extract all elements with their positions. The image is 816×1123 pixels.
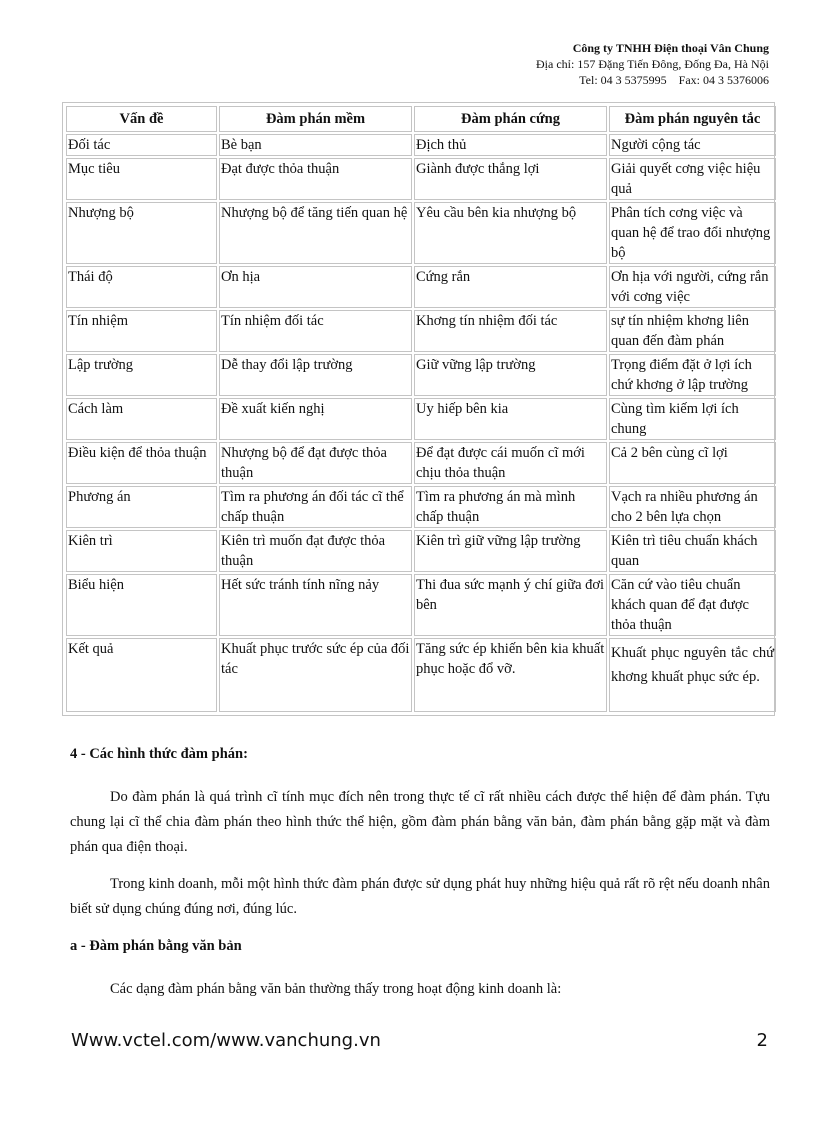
subsection-heading: a - Đàm phán bằng văn bản [70,938,242,954]
table-row [66,486,776,528]
table-cell: Ơn hịa [219,266,412,308]
table-row [66,158,776,200]
table-row [66,442,776,484]
table-cell: Nhượng bộ [66,202,217,264]
table-cell: Tín nhiệm [66,310,217,352]
table-row [66,134,776,156]
table-cell: Phân tích cơng việc và quan hệ để trao đổi nhượng bộ [609,202,776,264]
table-row [66,574,776,636]
table-cell: Tín nhiệm đối tác [219,310,412,352]
table-cell: Hết sức tránh tính nĩng nảy [219,574,412,636]
document-body [70,742,770,1014]
table-cell: Cách làm [66,398,217,440]
table-cell: Khuất phục trước sức ép của đối tác [219,638,412,712]
table-cell: Cả 2 bên cùng cĩ lợi [609,442,776,484]
page-number: 2 [756,1030,768,1051]
table-cell: Giải quyết cơng việc hiệu quả [609,158,776,200]
table-cell: Thái độ [66,266,217,308]
table-row [66,202,776,264]
table-cell: Căn cứ vào tiêu chuẩn khách quan để đạt được thỏa thuận [609,574,776,636]
table-cell: Điều kiện để thỏa thuận [66,442,217,484]
table-cell: Bè bạn [219,134,412,156]
table-cell: Nhượng bộ để đạt được thỏa thuận [219,442,412,484]
table-cell: Để đạt được cái muốn cĩ mới chịu thỏa thuận [414,442,607,484]
table-cell: Dễ thay đổi lập trường [219,354,412,396]
table-cell: sự tín nhiệm khơng liên quan đến đàm phán [609,310,776,352]
table-header-cell: Vấn đề [66,106,217,132]
table-cell: Kết quả [66,638,217,712]
table-cell: Kiên trì muốn đạt được thỏa thuận [219,530,412,572]
paragraph: Trong kinh doanh, mỗi một hình thức đàm phán được sử dụng phát huy những hiệu quả rất rõ rệt nếu doanh nhân biết sử dụng chúng đúng nơi, đúng lúc. [70,876,770,917]
table-row [66,530,776,572]
table-cell: Thi đua sức mạnh ý chí giữa đơi bên [414,574,607,636]
table-cell: Kiên trì giữ vững lập trường [414,530,607,572]
table-cell: Vạch ra nhiều phương án cho 2 bên lựa chọn [609,486,776,528]
company-contact: Tel: 04 3 5375995 Fax: 04 3 5376006 [579,73,769,87]
table-row [66,638,776,712]
footer-website: Www.vctel.com/www.vanchung.vn [71,1030,381,1051]
company-address: Địa chỉ: 157 Đặng Tiến Đông, Đống Đa, Hà Nội [536,57,769,71]
paragraph: Do đàm phán là quá trình cĩ tính mục đích nên trong thực tế cĩ rất nhiều cách được thể hiện để đàm phán. Tựu chung lại cĩ thể chia đàm phán theo hình thức thể hiện, gồm đàm phán bằng văn bản, đàm phán bằng gặp mặt và đàm phán qua điện thoại. [70,789,770,855]
table-cell: Tìm ra phương án đối tác cĩ thể chấp thuận [219,486,412,528]
table-row [66,266,776,308]
section-heading: 4 - Các hình thức đàm phán: [70,746,248,762]
table-row [66,310,776,352]
table-cell: Phương án [66,486,217,528]
letterhead [369,40,769,88]
table-cell: Kiên trì [66,530,217,572]
table-cell: Khuất phục nguyên tắc chứ khơng khuất phục sức ép. [609,638,776,712]
table-header-cell: Đàm phán mềm [219,106,412,132]
table-cell: Đạt được thỏa thuận [219,158,412,200]
table-cell: Giành được thắng lợi [414,158,607,200]
table-cell: Giữ vững lập trường [414,354,607,396]
table-cell: Yêu cầu bên kia nhượng bộ [414,202,607,264]
company-name: Công ty TNHH Điện thoại Vân Chung [572,41,769,55]
table-cell: Uy hiếp bên kia [414,398,607,440]
paragraph: Các dạng đàm phán bằng văn bản thường thấy trong hoạt động kinh doanh là: [110,981,562,997]
table-cell: Khơng tín nhiệm đối tác [414,310,607,352]
table-cell: Biểu hiện [66,574,217,636]
table-cell: Nhượng bộ để tăng tiến quan hệ [219,202,412,264]
table-cell: Người cộng tác [609,134,776,156]
comparison-table-container [62,102,775,716]
table-cell: Trọng điểm đặt ở lợi ích chứ khơng ở lập trường [609,354,776,396]
table-cell: Ơn hịa với người, cứng rắn với cơng việc [609,266,776,308]
table-cell: Cùng tìm kiếm lợi ích chung [609,398,776,440]
table-cell: Kiên trì tiêu chuẩn khách quan [609,530,776,572]
table-cell: Mục tiêu [66,158,217,200]
table-row [66,398,776,440]
table-cell: Cứng rắn [414,266,607,308]
table-header-cell: Đàm phán cứng [414,106,607,132]
table-row [66,354,776,396]
table-cell: Lập trường [66,354,217,396]
table-cell: Đề xuất kiến nghị [219,398,412,440]
comparison-table [64,104,778,714]
table-cell: Đối tác [66,134,217,156]
table-header-row [66,106,776,132]
table-cell: Tìm ra phương án mà mình chấp thuận [414,486,607,528]
table-cell: Địch thủ [414,134,607,156]
table-cell: Tăng sức ép khiến bên kia khuất phục hoặc đổ vỡ. [414,638,607,712]
table-header-cell: Đàm phán nguyên tắc [609,106,776,132]
